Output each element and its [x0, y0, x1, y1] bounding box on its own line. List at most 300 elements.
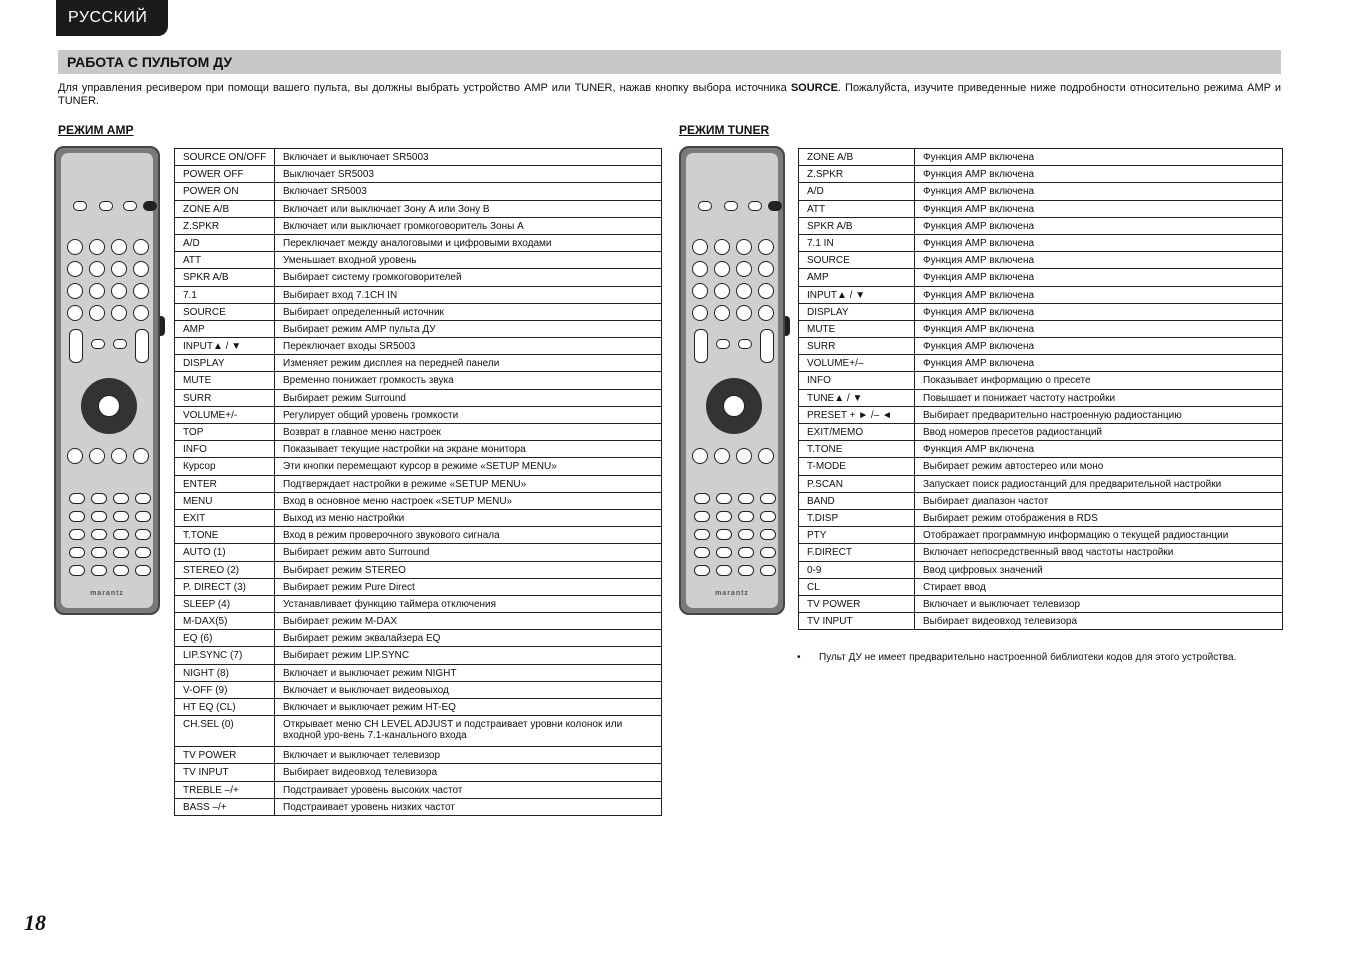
function-description-cell: Выбирает диапазон частот [915, 492, 1283, 509]
remote-round-button [692, 239, 708, 255]
button-name-cell: 7.1 [175, 286, 275, 303]
number-button [135, 547, 151, 558]
amp-mode-table [174, 148, 662, 816]
table-row [175, 647, 662, 664]
table-row [799, 200, 1283, 217]
tone-button [69, 565, 85, 576]
function-description-cell: Показывает текущие настройки на экране монитора [275, 441, 662, 458]
remote-button [724, 201, 738, 211]
remote-round-button [111, 283, 127, 299]
button-name-cell: PTY [799, 527, 915, 544]
button-name-cell: AUTO (1) [175, 544, 275, 561]
volume-rocker [135, 329, 149, 363]
function-description-cell: Выбирает режим Pure Direct [275, 578, 662, 595]
table-row [799, 441, 1283, 458]
remote-round-button [67, 283, 83, 299]
remote-round-button [758, 239, 774, 255]
remote-round-button [736, 283, 752, 299]
function-description-cell: Включает непосредственный ввод частоты настройки [915, 544, 1283, 561]
number-button [69, 529, 85, 540]
function-description-cell: Функция AMP включена [915, 286, 1283, 303]
button-name-cell: LIP.SYNC (7) [175, 647, 275, 664]
function-description-cell: Выключает SR5003 [275, 166, 662, 183]
function-description-cell: Функция AMP включена [915, 217, 1283, 234]
button-name-cell: INPUT▲ / ▼ [799, 286, 915, 303]
function-description-cell: Подтверждает настройки в режиме «SETUP MENU» [275, 475, 662, 492]
table-row [175, 716, 662, 747]
table-row [175, 681, 662, 698]
table-row [175, 492, 662, 509]
table-row [175, 664, 662, 681]
table-row [175, 544, 662, 561]
table-row [175, 252, 662, 269]
function-description-cell: Выбирает режим STEREO [275, 561, 662, 578]
table-row [175, 630, 662, 647]
button-name-cell: M-DAX(5) [175, 613, 275, 630]
function-description-cell: Выбирает режим автостерео или моно [915, 458, 1283, 475]
number-button [69, 511, 85, 522]
section-title: РАБОТА С ПУЛЬТОМ ДУ [67, 54, 233, 70]
remote-round-button [67, 239, 83, 255]
remote-round-button [714, 305, 730, 321]
table-row [799, 166, 1283, 183]
remote-round-button [692, 261, 708, 277]
table-row [175, 561, 662, 578]
function-description-cell: Включает или выключает громкоговоритель Зоны А [275, 217, 662, 234]
remote-button [738, 339, 752, 349]
navigation-pad [706, 378, 762, 434]
remote-round-button [111, 239, 127, 255]
table-row [175, 389, 662, 406]
button-name-cell: TOP [175, 424, 275, 441]
remote-round-button [133, 283, 149, 299]
button-name-cell: T.TONE [175, 527, 275, 544]
button-name-cell: TV POWER [175, 747, 275, 764]
note-text: Пульт ДУ не имеет предварительно настроенной библиотеки кодов для этого устройства. [819, 652, 1237, 663]
transport-button [111, 448, 127, 464]
number-button [69, 547, 85, 558]
table-row [799, 492, 1283, 509]
tone-button [760, 565, 776, 576]
button-name-cell: A/D [175, 234, 275, 251]
number-button [738, 547, 754, 558]
brand-logo: marantz [90, 590, 124, 597]
number-button [69, 493, 85, 504]
button-name-cell: BAND [799, 492, 915, 509]
button-name-cell: ATT [799, 200, 915, 217]
button-name-cell: T.TONE [799, 441, 915, 458]
remote-round-button [736, 239, 752, 255]
tuner-note [797, 652, 1236, 663]
amp-mode-title: РЕЖИМ AMP [58, 123, 134, 137]
number-button [694, 511, 710, 522]
button-name-cell: Z.SPKR [175, 217, 275, 234]
function-description-cell: Функция AMP включена [915, 149, 1283, 166]
section-header [58, 50, 1281, 74]
function-description-cell: Выбирает предварительно настроенную радиостанцию [915, 406, 1283, 423]
button-name-cell: SOURCE [175, 303, 275, 320]
button-name-cell: ENTER [175, 475, 275, 492]
button-name-cell: Курсор [175, 458, 275, 475]
table-row [175, 338, 662, 355]
function-description-cell: Выбирает режим эквалайзера EQ [275, 630, 662, 647]
function-description-cell: Включает и выключает телевизор [275, 747, 662, 764]
intro-text-2: . Пожалуйста, изучите приведенные ниже подробности относительно режима AMP и TUNER. [58, 82, 1281, 107]
button-name-cell: MUTE [799, 320, 915, 337]
table-row [175, 424, 662, 441]
button-name-cell: POWER ON [175, 183, 275, 200]
table-row [175, 458, 662, 475]
table-row [799, 509, 1283, 526]
number-button [113, 529, 129, 540]
number-button [113, 511, 129, 522]
remote-side-knob [785, 316, 790, 336]
table-row [175, 166, 662, 183]
number-button [738, 511, 754, 522]
remote-button [768, 201, 782, 211]
table-row [799, 527, 1283, 544]
table-row [175, 320, 662, 337]
button-name-cell: TUNE▲ / ▼ [799, 389, 915, 406]
function-description-cell: Выход из меню настройки [275, 509, 662, 526]
intro-text-1: Для управления ресивером при помощи вашего пульта, вы должны выбрать устройство AMP или TUNER, нажав кнопку выбора источника [58, 82, 791, 94]
function-description-cell: Выбирает режим AMP пульта ДУ [275, 320, 662, 337]
button-name-cell: ATT [175, 252, 275, 269]
remote-round-button [758, 283, 774, 299]
table-row [799, 613, 1283, 630]
table-row [175, 527, 662, 544]
transport-button [736, 448, 752, 464]
remote-round-button [67, 305, 83, 321]
table-row [175, 406, 662, 423]
button-name-cell: Z.SPKR [799, 166, 915, 183]
remote-round-button [758, 305, 774, 321]
button-name-cell: DISPLAY [799, 303, 915, 320]
table-row [799, 578, 1283, 595]
table-row [799, 544, 1283, 561]
remote-round-button [714, 283, 730, 299]
button-name-cell: SURR [175, 389, 275, 406]
function-description-cell: Включает SR5003 [275, 183, 662, 200]
number-button [716, 493, 732, 504]
remote-button [99, 201, 113, 211]
table-row [799, 561, 1283, 578]
function-description-cell: Выбирает систему громкоговорителей [275, 269, 662, 286]
table-row [175, 781, 662, 798]
tuner-remote-illustration [679, 146, 785, 615]
remote-round-button [67, 261, 83, 277]
number-button [135, 493, 151, 504]
button-name-cell: T.DISP [799, 509, 915, 526]
table-row [175, 798, 662, 815]
button-name-cell: SOURCE [799, 252, 915, 269]
function-description-cell: Функция AMP включена [915, 303, 1283, 320]
amp-remote-illustration [54, 146, 160, 615]
function-description-cell: Функция AMP включена [915, 269, 1283, 286]
function-description-cell: Ввод цифровых значений [915, 561, 1283, 578]
number-button [91, 529, 107, 540]
function-description-cell: Переключает между аналоговыми и цифровыми входами [275, 234, 662, 251]
table-row [799, 286, 1283, 303]
table-row [175, 200, 662, 217]
tone-button [91, 565, 107, 576]
button-name-cell: INPUT▲ / ▼ [175, 338, 275, 355]
button-name-cell: SLEEP (4) [175, 595, 275, 612]
input-rocker [694, 329, 708, 363]
tone-button [716, 565, 732, 576]
volume-rocker [760, 329, 774, 363]
remote-round-button [89, 305, 105, 321]
function-description-cell: Выбирает режим LIP.SYNC [275, 647, 662, 664]
function-description-cell: Временно понижает громкость звука [275, 372, 662, 389]
table-row [799, 217, 1283, 234]
function-description-cell: Отображает программную информацию о текущей радиостанции [915, 527, 1283, 544]
function-description-cell: Включает и выключает режим NIGHT [275, 664, 662, 681]
button-name-cell: SPKR A/B [175, 269, 275, 286]
function-description-cell: Функция AMP включена [915, 200, 1283, 217]
table-row [175, 372, 662, 389]
remote-round-button [111, 305, 127, 321]
button-name-cell: P.SCAN [799, 475, 915, 492]
table-row [799, 338, 1283, 355]
tone-button [113, 565, 129, 576]
number-button [716, 511, 732, 522]
function-description-cell: Повышает и понижает частоту настройки [915, 389, 1283, 406]
function-description-cell: Включает и выключает режим HT-EQ [275, 699, 662, 716]
function-description-cell: Подстраивает уровень низких частот [275, 798, 662, 815]
table-row [175, 286, 662, 303]
number-button [716, 547, 732, 558]
number-button [91, 511, 107, 522]
function-description-cell: Эти кнопки перемещают курсор в режиме «SETUP MENU» [275, 458, 662, 475]
function-description-cell: Включает и выключает телевизор [915, 595, 1283, 612]
number-button [91, 493, 107, 504]
remote-round-button [89, 239, 105, 255]
tuner-mode-table [798, 148, 1283, 630]
button-name-cell: DISPLAY [175, 355, 275, 372]
transport-button [714, 448, 730, 464]
function-description-cell: Изменяет режим дисплея на передней панели [275, 355, 662, 372]
remote-round-button [133, 261, 149, 277]
button-name-cell: EXIT [175, 509, 275, 526]
number-button [113, 493, 129, 504]
button-name-cell: A/D [799, 183, 915, 200]
button-name-cell: CH.SEL (0) [175, 716, 275, 747]
button-name-cell: AMP [799, 269, 915, 286]
button-name-cell: T-MODE [799, 458, 915, 475]
remote-round-button [89, 283, 105, 299]
remote-round-button [133, 305, 149, 321]
table-row [175, 149, 662, 166]
remote-round-button [736, 305, 752, 321]
table-row [175, 747, 662, 764]
number-button [738, 529, 754, 540]
remote-round-button [714, 261, 730, 277]
table-row [175, 234, 662, 251]
button-name-cell: INFO [175, 441, 275, 458]
function-description-cell: Выбирает режим Surround [275, 389, 662, 406]
button-name-cell: VOLUME+/- [175, 406, 275, 423]
button-name-cell: MUTE [175, 372, 275, 389]
number-button [694, 493, 710, 504]
function-description-cell: Функция AMP включена [915, 183, 1283, 200]
table-row [799, 475, 1283, 492]
table-row [799, 372, 1283, 389]
function-description-cell: Функция AMP включена [915, 166, 1283, 183]
function-description-cell: Стирает ввод [915, 578, 1283, 595]
brand-logo: marantz [715, 590, 749, 597]
remote-button [716, 339, 730, 349]
remote-round-button [89, 261, 105, 277]
tone-button [694, 565, 710, 576]
function-description-cell: Выбирает вход 7.1CH IN [275, 286, 662, 303]
table-row [175, 269, 662, 286]
table-row [175, 595, 662, 612]
button-name-cell: EQ (6) [175, 630, 275, 647]
table-row [799, 269, 1283, 286]
function-description-cell: Функция AMP включена [915, 252, 1283, 269]
function-description-cell: Подстраивает уровень высоких частот [275, 781, 662, 798]
remote-button [113, 339, 127, 349]
button-name-cell: SPKR A/B [799, 217, 915, 234]
function-description-cell: Выбирает режим отображения в RDS [915, 509, 1283, 526]
intro-paragraph [58, 82, 1281, 108]
number-button [694, 529, 710, 540]
transport-button [758, 448, 774, 464]
remote-round-button [736, 261, 752, 277]
remote-button [123, 201, 137, 211]
number-button [694, 547, 710, 558]
remote-side-knob [160, 316, 165, 336]
number-button [135, 529, 151, 540]
number-button [760, 493, 776, 504]
table-row [799, 595, 1283, 612]
navigation-pad [81, 378, 137, 434]
remote-button [73, 201, 87, 211]
intro-source-keyword: SOURCE [790, 82, 838, 94]
function-description-cell: Открывает меню CH LEVEL ADJUST и подстраивает уровни колонок или входной уро-вень 7.1-канального входа [275, 716, 662, 747]
remote-round-button [692, 283, 708, 299]
function-description-cell: Выбирает видеовход телевизора [275, 764, 662, 781]
transport-button [67, 448, 83, 464]
remote-round-button [692, 305, 708, 321]
table-row [175, 578, 662, 595]
number-button [760, 529, 776, 540]
remote-button [698, 201, 712, 211]
transport-button [133, 448, 149, 464]
function-description-cell: Функция AMP включена [915, 338, 1283, 355]
button-name-cell: INFO [799, 372, 915, 389]
remote-button [143, 201, 157, 211]
language-tab: РУССКИЙ [56, 0, 168, 36]
table-row [799, 303, 1283, 320]
button-name-cell: F.DIRECT [799, 544, 915, 561]
table-row [175, 303, 662, 320]
button-name-cell: V-OFF (9) [175, 681, 275, 698]
table-row [175, 764, 662, 781]
remote-button [91, 339, 105, 349]
button-name-cell: NIGHT (8) [175, 664, 275, 681]
function-description-cell: Выбирает определенный источник [275, 303, 662, 320]
function-description-cell: Функция AMP включена [915, 441, 1283, 458]
function-description-cell: Функция AMP включена [915, 320, 1283, 337]
button-name-cell: 7.1 IN [799, 234, 915, 251]
tuner-mode-title: РЕЖИМ TUNER [679, 123, 770, 137]
function-description-cell: Возврат в главное меню настроек [275, 424, 662, 441]
function-description-cell: Переключает входы SR5003 [275, 338, 662, 355]
button-name-cell: AMP [175, 320, 275, 337]
button-name-cell: BASS –/+ [175, 798, 275, 815]
button-name-cell: TV INPUT [799, 613, 915, 630]
remote-face [61, 153, 153, 608]
remote-round-button [133, 239, 149, 255]
number-button [716, 529, 732, 540]
enter-button [98, 395, 120, 417]
transport-button [89, 448, 105, 464]
table-row [799, 234, 1283, 251]
function-description-cell: Выбирает видеовход телевизора [915, 613, 1283, 630]
remote-button [748, 201, 762, 211]
number-button [738, 493, 754, 504]
function-description-cell: Вход в основное меню настроек «SETUP MENU» [275, 492, 662, 509]
button-name-cell: TREBLE –/+ [175, 781, 275, 798]
function-description-cell: Запускает поиск радиостанций для предварительной настройки [915, 475, 1283, 492]
function-description-cell: Выбирает режим M-DAX [275, 613, 662, 630]
tone-button [135, 565, 151, 576]
page-number: 18 [24, 910, 46, 935]
button-name-cell: MENU [175, 492, 275, 509]
table-row [175, 699, 662, 716]
remote-round-button [714, 239, 730, 255]
button-name-cell: 0-9 [799, 561, 915, 578]
number-button [135, 511, 151, 522]
function-description-cell: Вход в режим проверочного звукового сигнала [275, 527, 662, 544]
table-row [175, 355, 662, 372]
number-button [113, 547, 129, 558]
function-description-cell: Уменьшает входной уровень [275, 252, 662, 269]
table-row [799, 355, 1283, 372]
table-row [175, 613, 662, 630]
table-row [799, 149, 1283, 166]
button-name-cell: TV INPUT [175, 764, 275, 781]
button-name-cell: SURR [799, 338, 915, 355]
table-row [799, 389, 1283, 406]
function-description-cell: Показывает информацию о пресете [915, 372, 1283, 389]
table-row [799, 183, 1283, 200]
number-button [91, 547, 107, 558]
table-row [175, 441, 662, 458]
function-description-cell: Функция AMP включена [915, 355, 1283, 372]
function-description-cell: Функция AMP включена [915, 234, 1283, 251]
note-bullet: • [797, 652, 801, 663]
tone-button [738, 565, 754, 576]
button-name-cell: VOLUME+/– [799, 355, 915, 372]
table-row [175, 183, 662, 200]
button-name-cell: ZONE A/B [799, 149, 915, 166]
remote-face [686, 153, 778, 608]
button-name-cell: TV POWER [799, 595, 915, 612]
button-name-cell: CL [799, 578, 915, 595]
table-row [175, 509, 662, 526]
table-row [799, 458, 1283, 475]
remote-round-button [111, 261, 127, 277]
button-name-cell: SOURCE ON/OFF [175, 149, 275, 166]
enter-button [723, 395, 745, 417]
table-row [799, 320, 1283, 337]
table-row [175, 475, 662, 492]
table-row [799, 252, 1283, 269]
button-name-cell: EXIT/MEMO [799, 424, 915, 441]
